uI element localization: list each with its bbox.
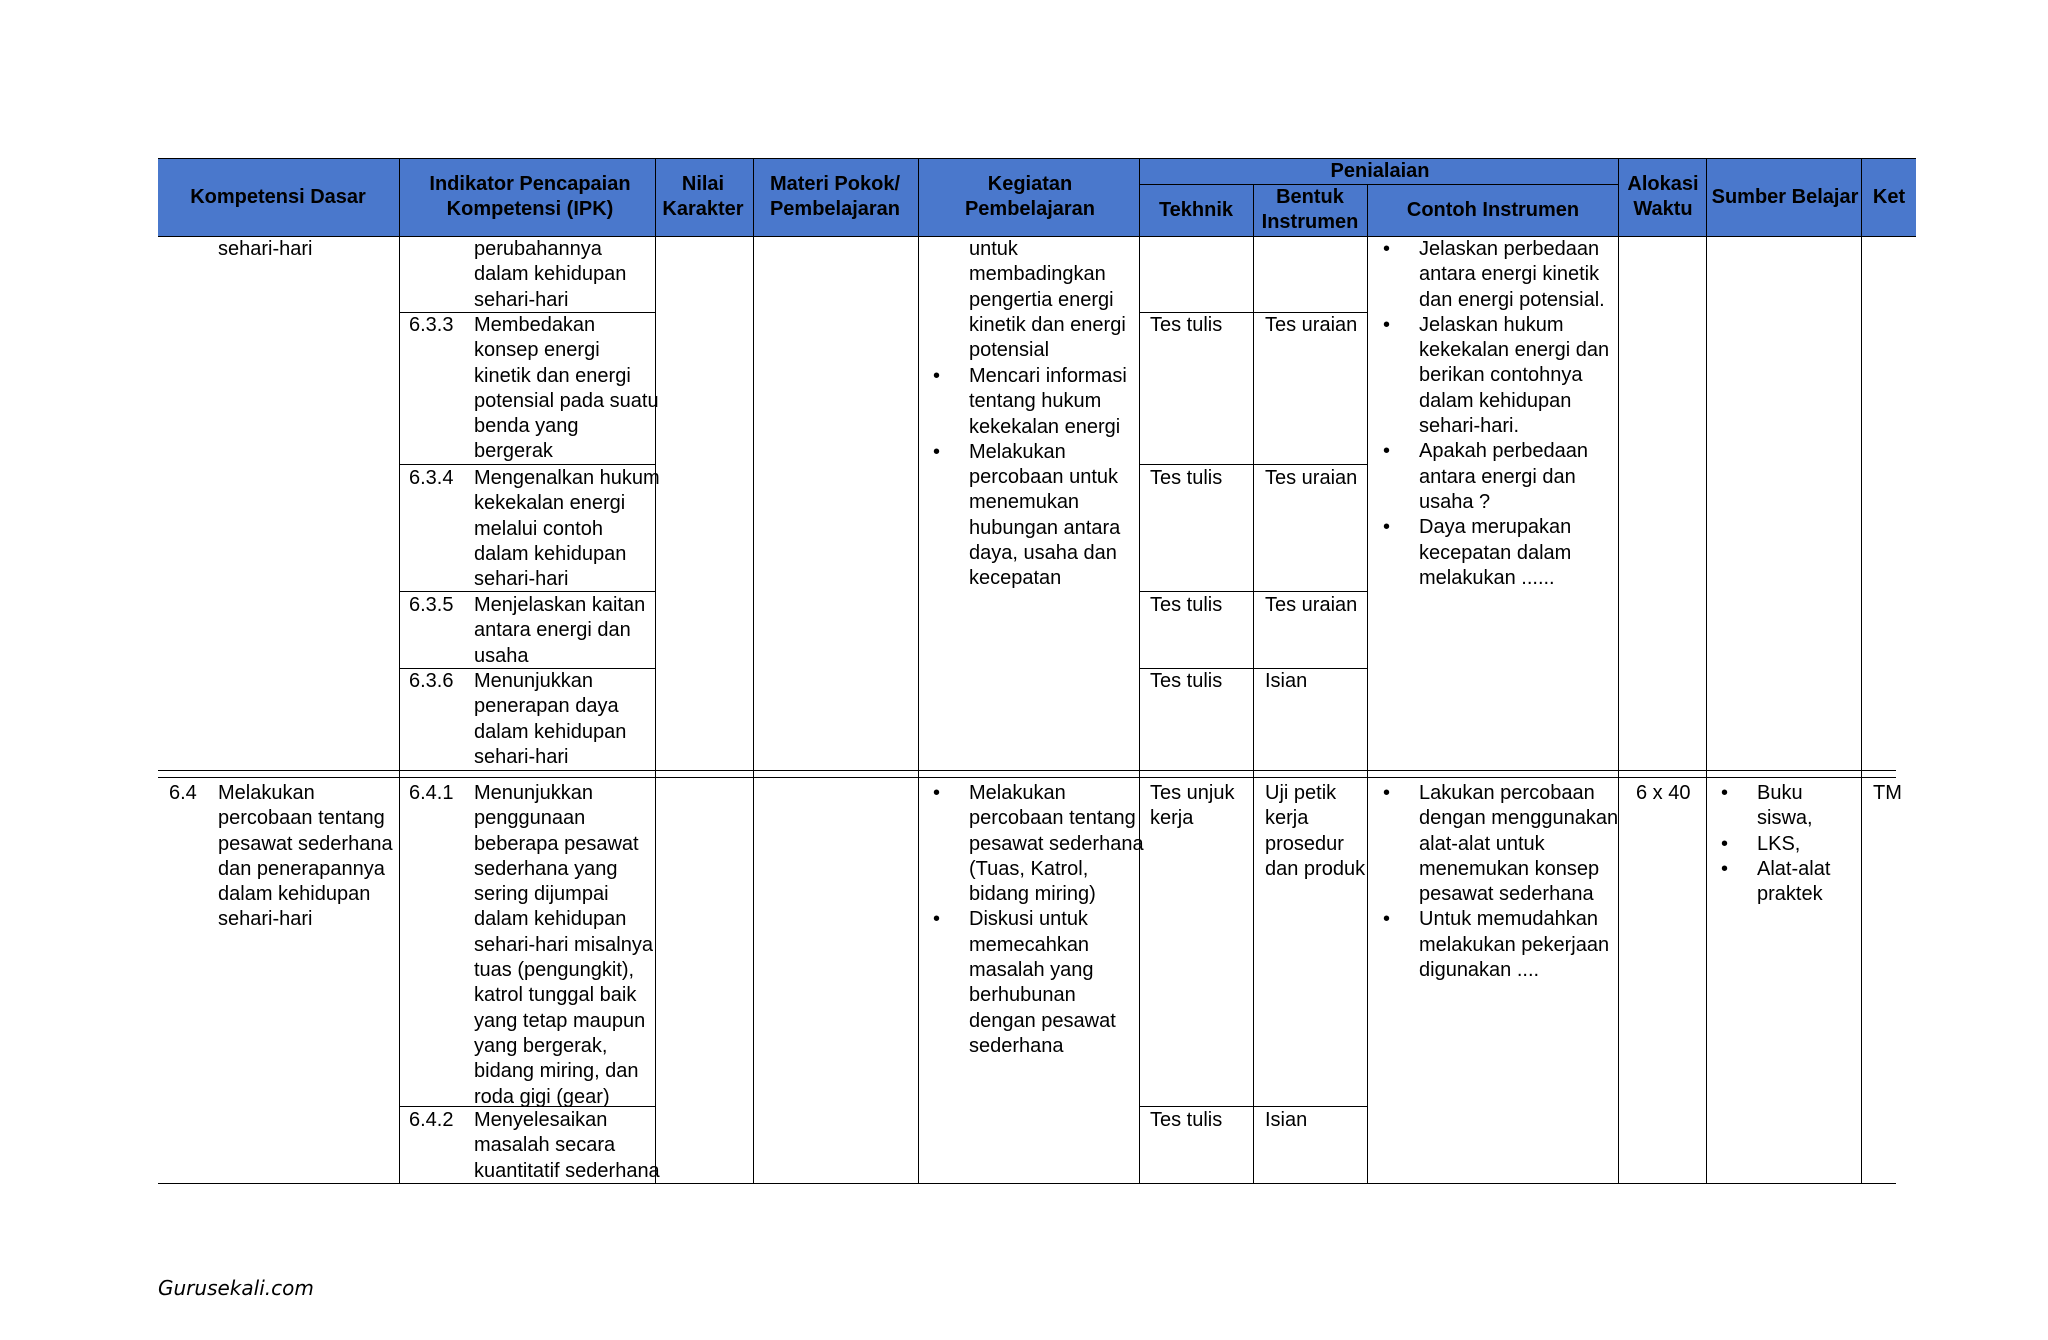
- list-item: • Melakukan percobaan untuk menemukan hubungan antara daya, usaha dan kecepatan: [969, 440, 1127, 592]
- kd-text: Melakukan percobaan tentang pesawat sederhana dan penerapannya dalam kehidupan sehari-hari: [218, 782, 393, 931]
- list-item: • Jelaskan perbedaan antara energi kinetik dan energi potensial.: [1419, 237, 1609, 313]
- header-contoh-instrumen: Contoh Instrumen: [1406, 198, 1580, 221]
- ipk-number: 6.3.6: [409, 670, 454, 692]
- table-bottom-border: [158, 1183, 1896, 1184]
- bentuk-value: Tes uraian: [1265, 467, 1358, 489]
- col-divider: [1618, 158, 1619, 1183]
- list-item: • Jelaskan hukum kekekalan energi dan berikan contohnya dalam kehidupan sehari-hari.: [1419, 313, 1609, 439]
- tekhnik-value: Tes tulis: [1150, 594, 1223, 616]
- list-item: • Mencari informasi tentang hukum kekekalan energi: [969, 364, 1127, 440]
- ipk-item: Menunjukkan penggunaan beberapa pesawat sederhana yang sering dijumpai dalam kehidupan sehari-hari misalnya tuas (pengungkit), katrol tunggal baik yang tetap maupun yang bergerak, bidang miring, dan roda gigi (gear): [474, 782, 653, 1108]
- header-penilaian: Penialaian: [1330, 159, 1430, 182]
- row-separator: [158, 770, 1896, 771]
- tekhnik-value: Tes unjuk kerja: [1150, 782, 1235, 830]
- penilaian-row-divider: [1139, 591, 1367, 592]
- tekhnik-value: Tes tulis: [1150, 670, 1223, 692]
- list-item: • Melakukan percobaan tentang pesawat sederhana (Tuas, Katrol, bidang miring): [969, 781, 1144, 907]
- row-separator: [158, 777, 1896, 778]
- header-kegiatan: Kegiatan Pembelajaran: [964, 173, 1096, 220]
- ipk-number: 6.4.1: [409, 782, 454, 804]
- header-nilai-karakter: Nilai Karakter: [662, 173, 744, 220]
- list-item: • Buku siswa,: [1757, 781, 1830, 832]
- ipk-number: 6.3.4: [409, 467, 454, 489]
- ket-value: TM: [1873, 782, 1902, 804]
- kd-text: sehari-hari: [218, 238, 313, 260]
- list-item: • Lakukan percobaan dengan menggunakan alat-alat untuk menemukan konsep pesawat sederhana: [1419, 781, 1618, 907]
- ipk-item: Menjelaskan kaitan antara energi dan usaha: [474, 594, 646, 667]
- contoh-list: [1419, 237, 1609, 591]
- list-item: • Untuk memudahkan melakukan pekerjaan digunakan ....: [1419, 907, 1618, 983]
- penilaian-row-divider: [1139, 1106, 1367, 1107]
- header-tekhnik: Tekhnik: [1158, 198, 1234, 221]
- bentuk-value: Isian: [1265, 1109, 1308, 1131]
- list-item: • Diskusi untuk memecahkan masalah yang berhubunan dengan pesawat sederhana: [969, 907, 1144, 1059]
- alokasi-value: 6 x 40: [1636, 782, 1691, 804]
- header-materi-pokok: Materi Pokok/ Pembelajaran: [769, 173, 901, 220]
- footer-site-name: Gurusekali.com: [158, 1276, 314, 1300]
- ipk-item: Mengenalkan hukum kekekalan energi melalui contoh dalam kehidupan sehari-hari: [474, 467, 660, 591]
- tekhnik-value: Tes tulis: [1150, 314, 1223, 336]
- col-divider: [1367, 184, 1368, 1183]
- col-divider: [1253, 184, 1254, 1183]
- col-divider: [753, 158, 754, 1183]
- header-sumber-belajar: Sumber Belajar: [1711, 185, 1859, 208]
- bentuk-value: Isian: [1265, 670, 1308, 692]
- bentuk-value: Uji petik kerja prosedur dan produk: [1265, 782, 1366, 880]
- col-divider: [1861, 158, 1862, 1183]
- ipk-item: Membedakan konsep energi kinetik dan energi potensial pada suatu benda yang bergerak: [474, 314, 659, 463]
- ipk-item: perubahannya dalam kehidupan sehari-hari: [474, 238, 627, 311]
- penilaian-row-divider: [1139, 464, 1367, 465]
- list-item: • LKS,: [1757, 832, 1830, 857]
- contoh-list: [1419, 781, 1618, 983]
- header-ket: Ket: [1872, 185, 1906, 208]
- kegiatan-list: [969, 781, 1144, 1059]
- header-alokasi-waktu: Alokasi Waktu: [1627, 173, 1699, 220]
- tekhnik-value: Tes tulis: [1150, 467, 1223, 489]
- ipk-number: 6.3.3: [409, 314, 454, 336]
- header-ipk: Indikator Pencapaian Kompetensi (IPK): [429, 173, 631, 220]
- ipk-number: 6.4.2: [409, 1109, 454, 1131]
- list-item: • Daya merupakan kecepatan dalam melakukan ......: [1419, 515, 1609, 591]
- list-item: • Apakah perbedaan antara energi dan usaha ?: [1419, 439, 1609, 515]
- header-bentuk-instrumen: Bentuk Instrumen: [1261, 186, 1359, 233]
- tekhnik-value: Tes tulis: [1150, 1109, 1223, 1131]
- header-penilaian-divider: [1139, 184, 1618, 185]
- kegiatan-list: [969, 364, 1127, 592]
- list-item: • Alat-alat praktek: [1757, 857, 1830, 908]
- bentuk-value: Tes uraian: [1265, 314, 1358, 336]
- kd-number: 6.4: [169, 782, 197, 804]
- header-kompetensi-dasar: Kompetensi Dasar: [190, 185, 366, 208]
- bentuk-value: Tes uraian: [1265, 594, 1358, 616]
- kegiatan-text: untuk membadingkan pengertia energi kinetik dan energi potensial: [969, 238, 1126, 362]
- ipk-item: Menyelesaikan masalah secara kuantitatif sederhana: [474, 1109, 660, 1182]
- col-divider: [918, 158, 919, 1183]
- sumber-list: [1757, 781, 1830, 907]
- col-divider: [655, 158, 656, 1183]
- col-divider: [1706, 158, 1707, 1183]
- ipk-item: Menunjukkan penerapan daya dalam kehidupan sehari-hari: [474, 670, 627, 768]
- ipk-number: 6.3.5: [409, 594, 454, 616]
- header-top-border: [158, 158, 1916, 159]
